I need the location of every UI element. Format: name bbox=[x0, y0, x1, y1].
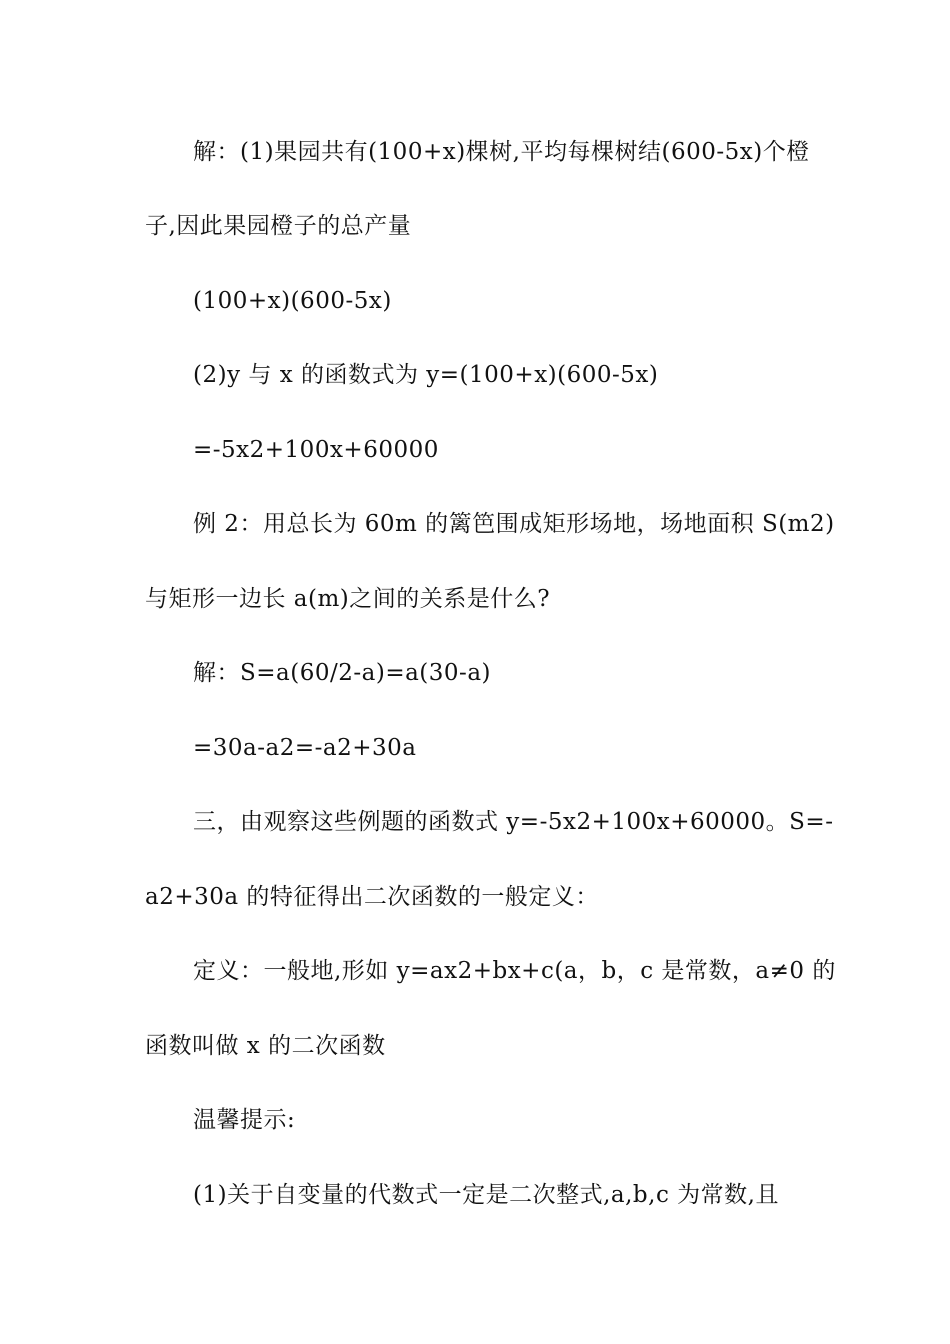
paragraph-line: 解：(1)果园共有(100+x)棵树,平均每棵树结(600-5x)个橙 bbox=[193, 139, 810, 165]
paragraph-line: 子,因此果园橙子的总产量 bbox=[145, 213, 412, 239]
paragraph-line: 解：S=a(60/2-a)=a(30-a) bbox=[193, 660, 491, 686]
paragraph-line: (1)关于自变量的代数式一定是二次整式,a,b,c 为常数,且 bbox=[193, 1182, 779, 1208]
paragraph-line: 函数叫做 x 的二次函数 bbox=[145, 1033, 386, 1059]
paragraph-line: a2+30a 的特征得出二次函数的一般定义： bbox=[145, 884, 599, 910]
paragraph-line: =-5x2+100x+60000 bbox=[193, 437, 439, 463]
paragraph-line: 温馨提示: bbox=[193, 1107, 296, 1133]
paragraph-line: (100+x)(600-5x) bbox=[193, 288, 392, 314]
paragraph-line: (2)y 与 x 的函数式为 y=(100+x)(600-5x) bbox=[193, 362, 659, 388]
paragraph-line: 与矩形一边长 a(m)之间的关系是什么? bbox=[145, 586, 551, 612]
paragraph-line: 例 2：用总长为 60m 的篱笆围成矩形场地，场地面积 S(m2) bbox=[193, 511, 835, 537]
paragraph-line: =30a-a2=-a2+30a bbox=[193, 735, 417, 761]
paragraph-line: 定义：一般地,形如 y=ax2+bx+c(a，b，c 是常数，a≠0 的 bbox=[193, 958, 836, 984]
paragraph-line: 三，由观察这些例题的函数式 y=-5x2+100x+60000。S=- bbox=[193, 809, 834, 835]
